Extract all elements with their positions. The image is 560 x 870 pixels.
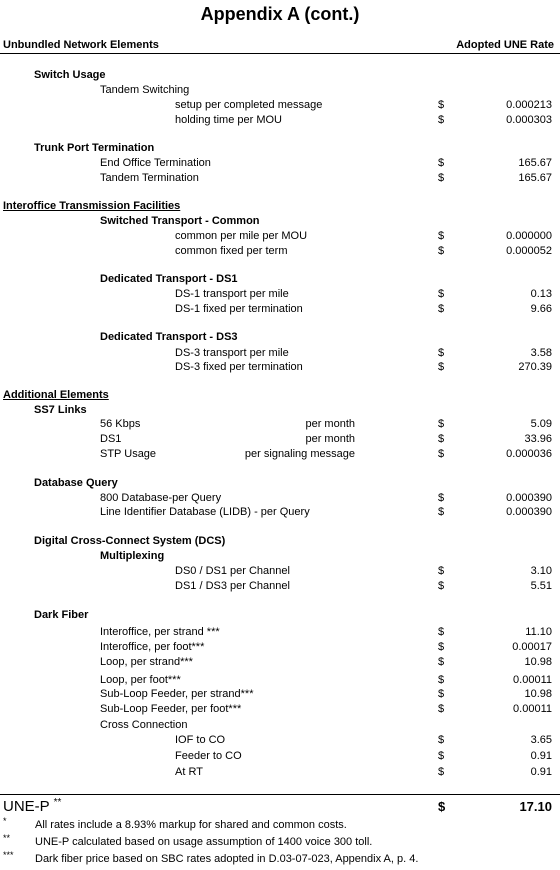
unep-currency: $ bbox=[438, 799, 446, 814]
row-label-tandem-switching: Tandem Switching bbox=[100, 84, 190, 96]
row-value-end-office: 165.67 bbox=[518, 157, 552, 169]
row-value-db800: 0.000390 bbox=[506, 492, 552, 504]
row-label-ded-ds1: Dedicated Transport - DS1 bbox=[100, 273, 238, 285]
row-currency-ds3-mile: $ bbox=[438, 347, 445, 359]
row-label-trunk-port: Trunk Port Termination bbox=[34, 142, 155, 154]
row-label-lidb: Line Identifier Database (LIDB) - per Query bbox=[100, 506, 310, 518]
row-label-loop-strand: Loop, per strand*** bbox=[100, 656, 193, 668]
row-value-common-fixed: 0.000052 bbox=[506, 245, 552, 257]
row-label-mux: Multiplexing bbox=[100, 550, 165, 562]
row-label-db800: 800 Database-per Query bbox=[100, 492, 222, 504]
row-value-feeder-co: 0.91 bbox=[530, 750, 552, 762]
row-label-dark-fiber: Dark Fiber bbox=[34, 609, 89, 621]
footnote-mark: ** bbox=[3, 833, 11, 843]
row-label-ss7: SS7 Links bbox=[34, 404, 87, 416]
row-label-stp: STP Usage bbox=[100, 448, 157, 460]
row-currency-stp: $ bbox=[438, 448, 445, 460]
row-label-switch-usage: Switch Usage bbox=[34, 69, 106, 81]
row-value-kbps56: 5.09 bbox=[530, 418, 552, 430]
row-label-ds0ds1: DS0 / DS1 per Channel bbox=[175, 565, 290, 577]
unep-value: 17.10 bbox=[519, 799, 552, 814]
row-unit-kbps56: per month bbox=[305, 418, 355, 430]
row-label-ds3-fixed: DS-3 fixed per termination bbox=[175, 361, 303, 373]
row-label-at-rt: At RT bbox=[175, 766, 203, 778]
row-currency-loop-foot: $ bbox=[438, 674, 445, 686]
row-unit-ds1link: per month bbox=[305, 433, 355, 445]
row-value-ds1-fixed: 9.66 bbox=[530, 303, 552, 315]
row-currency-ds1link: $ bbox=[438, 433, 445, 445]
row-label-kbps56: 56 Kbps bbox=[100, 418, 141, 430]
row-value-tandem-term: 165.67 bbox=[518, 172, 552, 184]
footnote-text: Dark fiber price based on SBC rates adopted in D.03-07-023, Appendix A, p. 4. bbox=[35, 853, 419, 865]
row-currency-slf-strand: $ bbox=[438, 688, 445, 700]
row-value-ds3-fixed: 270.39 bbox=[518, 361, 552, 373]
row-label-io-foot: Interoffice, per foot*** bbox=[100, 641, 205, 653]
row-label-slf-foot: Sub-Loop Feeder, per foot*** bbox=[100, 703, 242, 715]
row-value-ds1link: 33.96 bbox=[524, 433, 552, 445]
row-value-stp: 0.000036 bbox=[506, 448, 552, 460]
footnote-mark: * bbox=[3, 816, 7, 826]
row-label-holding: holding time per MOU bbox=[175, 114, 282, 126]
row-currency-slf-foot: $ bbox=[438, 703, 445, 715]
row-label-ds1link: DS1 bbox=[100, 433, 122, 445]
row-value-ds1-mile: 0.13 bbox=[530, 288, 552, 300]
row-currency-loop-strand: $ bbox=[438, 656, 445, 668]
row-value-slf-strand: 10.98 bbox=[524, 688, 552, 700]
row-currency-db800: $ bbox=[438, 492, 445, 504]
row-value-common-mile: 0.000000 bbox=[506, 230, 552, 242]
row-value-io-strand: 11.10 bbox=[525, 626, 552, 638]
row-currency-ds3-fixed: $ bbox=[438, 361, 445, 373]
row-currency-holding: $ bbox=[438, 114, 445, 126]
row-label-common-mile: common per mile per MOU bbox=[175, 230, 308, 242]
row-label-ded-ds3: Dedicated Transport - DS3 bbox=[100, 331, 238, 343]
row-currency-feeder-co: $ bbox=[438, 750, 445, 762]
row-currency-common-fixed: $ bbox=[438, 245, 445, 257]
row-currency-ds1-fixed: $ bbox=[438, 303, 445, 315]
row-label-end-office: End Office Termination bbox=[100, 157, 211, 169]
page-title: Appendix A (cont.) bbox=[200, 4, 360, 24]
row-value-loop-strand: 10.98 bbox=[524, 656, 552, 668]
row-value-setup: 0.000213 bbox=[506, 99, 552, 111]
row-label-ds1-mile: DS-1 transport per mile bbox=[175, 288, 289, 300]
row-currency-setup: $ bbox=[438, 99, 445, 111]
row-currency-tandem-term: $ bbox=[438, 172, 445, 184]
row-value-at-rt: 0.91 bbox=[530, 766, 552, 778]
row-label-cross-conn: Cross Connection bbox=[100, 719, 188, 731]
row-label-db-query: Database Query bbox=[34, 477, 118, 489]
row-label-io-strand: Interoffice, per strand *** bbox=[100, 626, 220, 638]
row-value-loop-foot: 0.00011 bbox=[513, 674, 552, 686]
row-label-setup: setup per completed message bbox=[175, 99, 323, 111]
row-value-ds0ds1: 3.10 bbox=[530, 565, 552, 577]
row-currency-kbps56: $ bbox=[438, 418, 445, 430]
row-currency-ds1ds3: $ bbox=[438, 580, 445, 592]
row-currency-ds1-mile: $ bbox=[438, 288, 445, 300]
row-currency-iof-co: $ bbox=[438, 734, 445, 746]
row-label-additional: Additional Elements bbox=[3, 389, 109, 401]
row-value-ds1ds3: 5.51 bbox=[530, 580, 552, 592]
row-value-io-foot: 0.00017 bbox=[512, 641, 552, 653]
row-label-slf-strand: Sub-Loop Feeder, per strand*** bbox=[100, 688, 254, 700]
row-label-loop-foot: Loop, per foot*** bbox=[100, 674, 181, 686]
total-divider bbox=[0, 794, 560, 795]
row-currency-common-mile: $ bbox=[438, 230, 445, 242]
row-unit-stp: per signaling message bbox=[244, 448, 355, 460]
column-header-rate: Adopted UNE Rate bbox=[456, 39, 554, 51]
row-label-dcs: Digital Cross-Connect System (DCS) bbox=[34, 535, 226, 547]
footnote-mark: *** bbox=[3, 850, 14, 860]
row-label-switched-transport: Switched Transport - Common bbox=[100, 215, 260, 227]
row-currency-ds0ds1: $ bbox=[438, 565, 445, 577]
header-divider bbox=[0, 53, 560, 54]
row-label-common-fixed: common fixed per term bbox=[175, 245, 288, 257]
row-value-ds3-mile: 3.58 bbox=[530, 347, 552, 359]
row-label-ds1-fixed: DS-1 fixed per termination bbox=[175, 303, 303, 315]
row-label-feeder-co: Feeder to CO bbox=[175, 750, 242, 762]
row-currency-io-strand: $ bbox=[438, 626, 445, 638]
row-value-iof-co: 3.65 bbox=[530, 734, 552, 746]
row-label-interoffice: Interoffice Transmission Facilities bbox=[3, 200, 181, 212]
row-label-ds1ds3: DS1 / DS3 per Channel bbox=[175, 580, 290, 592]
row-currency-at-rt: $ bbox=[438, 766, 445, 778]
row-currency-io-foot: $ bbox=[438, 641, 445, 653]
row-value-holding: 0.000303 bbox=[506, 114, 552, 126]
footnote-text: UNE-P calculated based on usage assumption of 1400 voice 300 toll. bbox=[35, 836, 373, 848]
row-value-lidb: 0.000390 bbox=[506, 506, 552, 518]
row-label-ds3-mile: DS-3 transport per mile bbox=[175, 347, 289, 359]
row-label-iof-co: IOF to CO bbox=[175, 734, 226, 746]
unep-label: UNE-P ** bbox=[3, 797, 62, 815]
row-currency-end-office: $ bbox=[438, 157, 445, 169]
footnote-text: All rates include a 8.93% markup for shared and common costs. bbox=[35, 819, 347, 831]
column-header-elements: Unbundled Network Elements bbox=[3, 39, 159, 51]
row-currency-lidb: $ bbox=[438, 506, 445, 518]
row-value-slf-foot: 0.00011 bbox=[513, 703, 552, 715]
row-label-tandem-term: Tandem Termination bbox=[100, 172, 199, 184]
